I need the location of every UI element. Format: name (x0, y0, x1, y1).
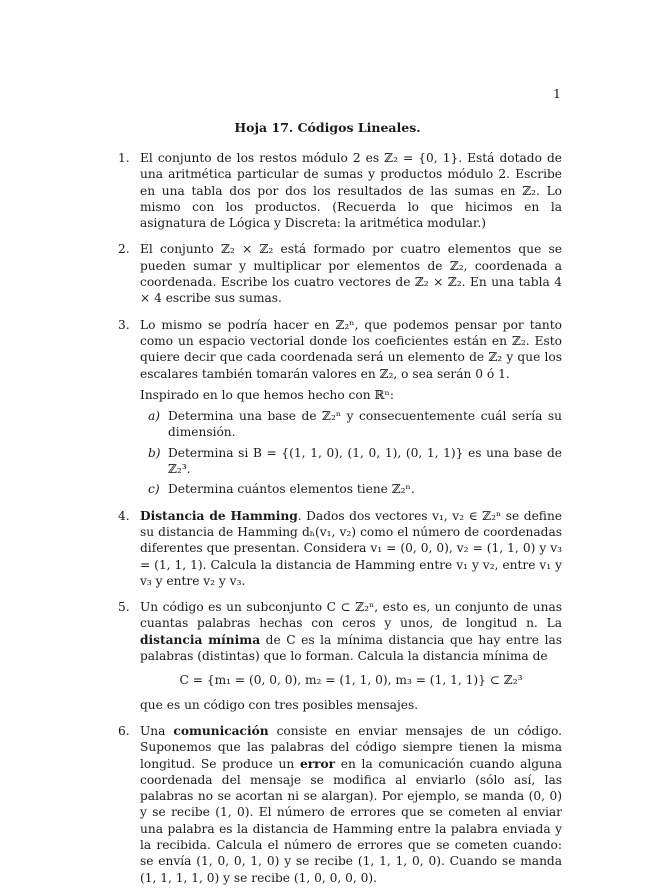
sub-question-text: Determina si B = {(1, 1, 0), (1, 0, 1), (0, 1, 1)} es una base de ℤ₂³. (168, 445, 562, 477)
bold-term: Distancia de Hamming (140, 508, 298, 523)
exercise-item (118, 150, 562, 231)
bold-term: comunicación (173, 723, 269, 738)
exercise-text-body: Un código es un subconjunto C ⊂ ℤ₂ⁿ, esto es, un conjunto de unas cuantas palabras hechas con ceros y unos, de longitud n. La (140, 600, 562, 631)
exercise-text: Lo mismo se podría hacer en ℤ₂ⁿ, que podemos pensar por tanto como un espacio vectorial donde los coeficientes están en ℤ₂. Esto quiere decir que cada coordenada será un elemento de ℤ₂ y que los escalares también tomarán valores en ℤ₂, o sea serán 0 ó 1. (140, 317, 562, 381)
page-number: 1 (553, 86, 561, 101)
exercise-number: 5. (118, 600, 130, 615)
exercise-item (118, 317, 562, 498)
exercise-number: 1. (118, 151, 130, 165)
sub-question (140, 408, 562, 441)
sub-question-letter: c) (148, 482, 160, 497)
exercise-text-body: Una (140, 723, 174, 738)
exercise-text (140, 723, 562, 886)
exercise-item (118, 241, 562, 306)
bold-term: error (299, 756, 336, 771)
sub-question-text: Determina una base de ℤ₂ⁿ y consecuentemente cuál sería su dimensión. (168, 409, 562, 440)
sub-question (140, 481, 562, 497)
exercise-number: 2. (118, 242, 130, 257)
exercise-item (118, 508, 562, 589)
exercise-text-body: de C es la mínima distancia que hay entre las palabras (distintas) que lo forman. Calcula la distancia mínima de (140, 632, 562, 664)
exercise-number: 4. (118, 508, 130, 523)
sub-question-letter: a) (148, 409, 161, 424)
exercise-text-continued: Inspirado en lo que hemos hecho con ℝⁿ: (140, 387, 394, 402)
exercise-text-body: consiste en enviar mensajes de un código. Suponemos que las palabras del código siempre tienen la misma longitud. Se produce un (140, 723, 563, 771)
exercise-text: El conjunto ℤ₂ × ℤ₂ está formado por cuatro elementos que se pueden sumar y multiplicar por elementos de ℤ₂, coordenada a coordenada. Escribe los cuatro vectores de ℤ₂ × ℤ₂. En una tabla 4 × 4 escribe sus sumas. (140, 242, 562, 306)
sub-question-text: Determina cuántos elementos tiene ℤ₂ⁿ. (168, 482, 415, 497)
exercise-number: 6. (118, 723, 130, 738)
page-title: Hoja 17. Códigos Lineales. (234, 120, 421, 135)
exercise-text: El conjunto de los restos módulo 2 es ℤ₂ = {0, 1}. Está dotado de una aritmética particular de sumas y productos módulo 2. Escribe en una tabla dos por dos los resultados de las sumas en ℤ₂. Lo mismo con los productos. (Recuerda lo que hicimos en la asignatura de Lógica y Discreta: la aritmética modular.) (140, 151, 562, 231)
sub-question (140, 445, 562, 478)
exercise-text (140, 599, 562, 664)
exercise-text (140, 508, 562, 589)
exercise-list (118, 150, 562, 896)
sub-question-list (140, 408, 562, 497)
exercise-item (118, 723, 562, 886)
exercise-text-continued: que es un código con tres posibles mensajes. (140, 697, 419, 712)
exercise-text-body: . Dados dos vectores v₁, v₂ ∈ ℤ₂ⁿ se define su distancia de Hamming dₕ(v₁, v₂) como el número de coordenadas diferentes que presentan. Considera v₁ = (0, 0, 0), v₂ = (1, 1, 0) y v₃ = (1, 1, 1). Calcula la distancia de Hamming entre v₁ y v₂, entre v₁ y v₃ y entre v₂ y v₃. (140, 508, 563, 588)
exercise-number: 3. (118, 317, 130, 332)
sub-question-letter: b) (148, 445, 161, 460)
exercise-item (118, 599, 562, 713)
bold-term: distancia mínima (140, 632, 261, 647)
display-formula: C = {m₁ = (0, 0, 0), m₂ = (1, 1, 0), m₃ = (1, 1, 1)} ⊂ ℤ₂³ (179, 673, 523, 688)
exercise-text-body: en la comunicación cuando alguna coordenada del mensaje se modifica al enviarlo (sólo así, las palabras no se acortan ni se alargan). Por ejemplo, se manda (0, 0) y se recibe (1, 0). El número de errores que se cometen al enviar una palabra es la distancia de Hamming entre la palabra enviada y la recibida. Calcula el número de errores que se cometen cuando: se envía (1, 0, 0, 1, 0) y se recibe (1, 1, 1, 0, 0). Cuando se manda (1, 1, 1, 1, 0) y se recibe (1, 0, 0, 0, 0). (140, 756, 562, 885)
